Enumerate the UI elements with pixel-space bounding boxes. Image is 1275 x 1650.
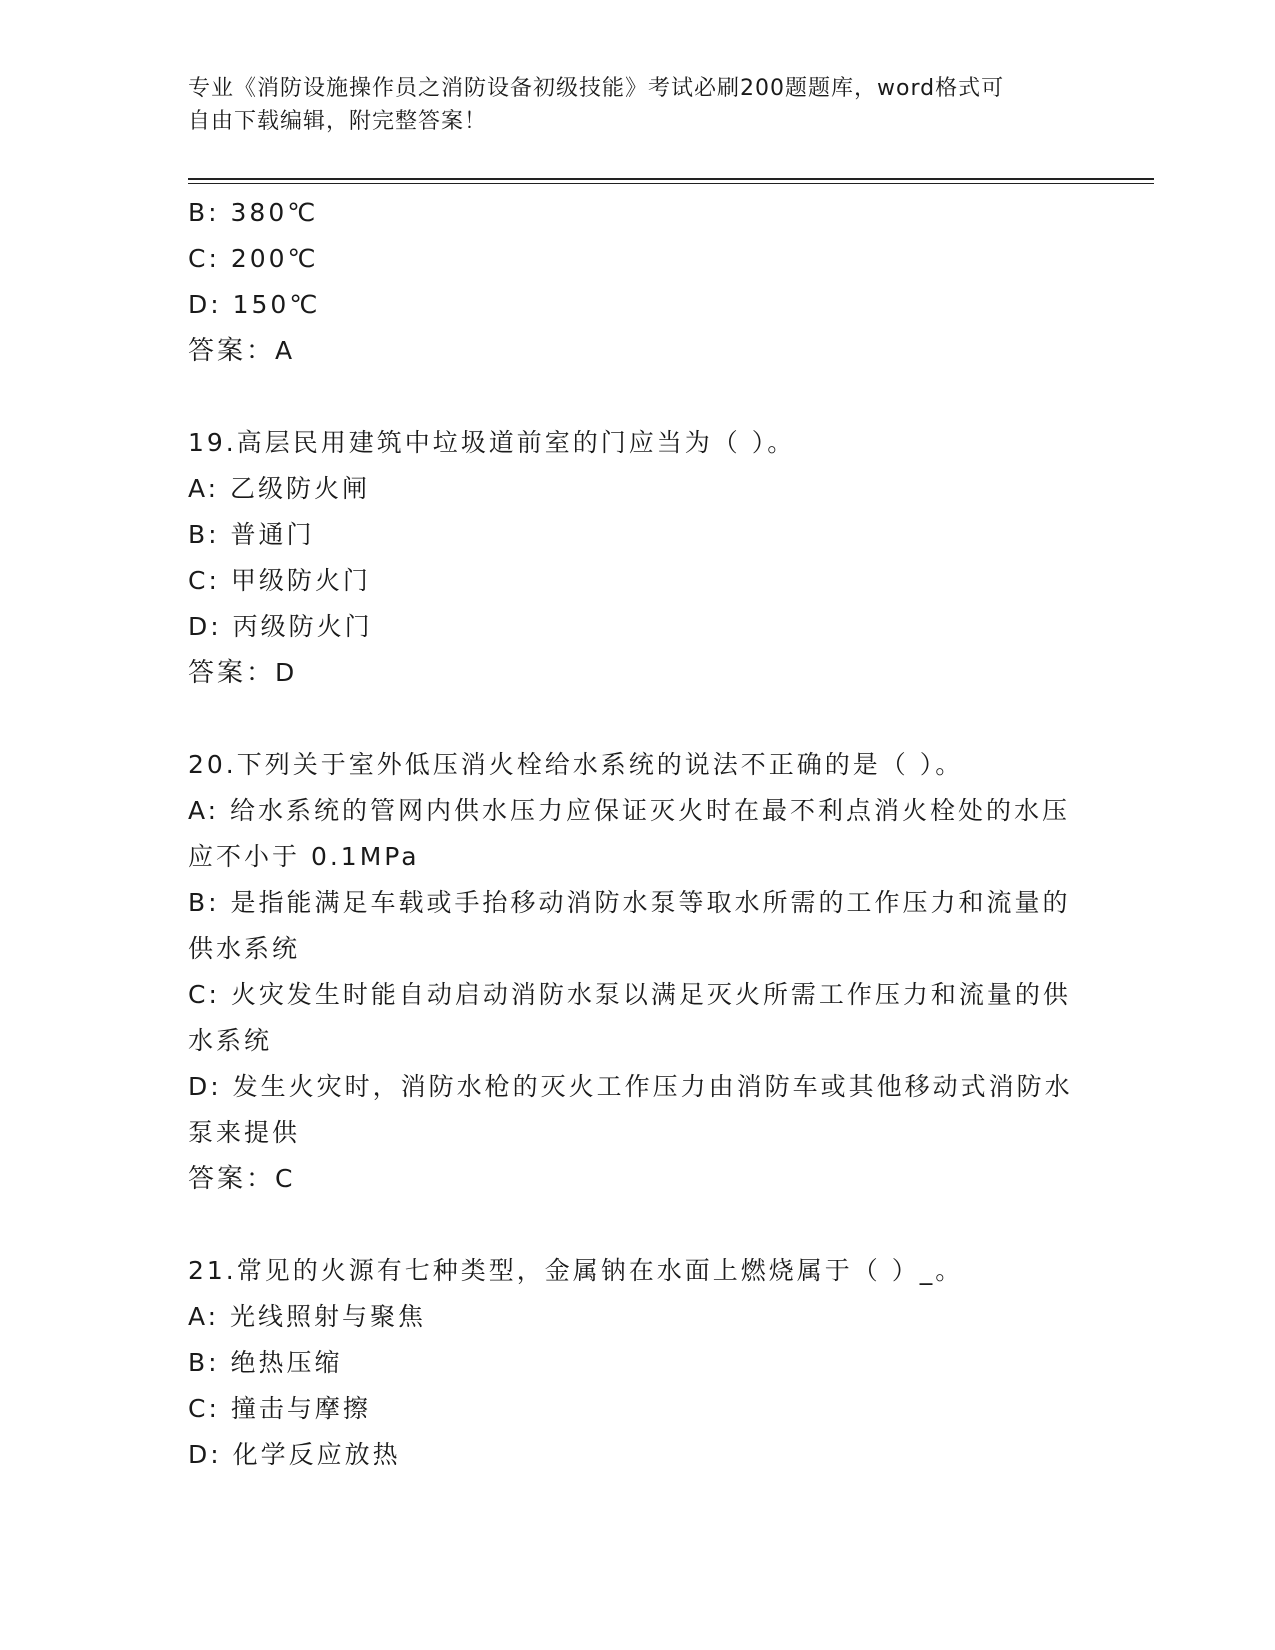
spacer	[188, 696, 1088, 742]
option-a: A: 乙级防火闸	[188, 474, 371, 503]
header-divider-thin	[188, 183, 1154, 184]
option-d: D: 发生火灾时，消防水枪的灭火工作压力由消防车或其他移动式消防水泵来提供	[188, 1072, 1073, 1147]
option-b: B: 绝热压缩	[188, 1348, 343, 1377]
question-stem: 21.常见的火源有七种类型，金属钠在水面上燃烧属于（ ）_。	[188, 1256, 964, 1285]
option-d: D: 150℃	[188, 290, 321, 319]
option-c: C: 火灾发生时能自动启动消防水泵以满足灭火所需工作压力和流量的供水系统	[188, 980, 1071, 1055]
question-20-block	[188, 742, 1088, 1202]
option-b: B: 普通门	[188, 520, 315, 549]
question-stem: 19.高层民用建筑中垃圾道前室的门应当为（ ）。	[188, 428, 796, 457]
header-title-line-1: 专业《消防设施操作员之消防设备初级技能》考试必刷200题题库，word格式可	[188, 76, 1005, 101]
option-a: A: 光线照射与聚焦	[188, 1302, 427, 1331]
answer-value: D	[275, 658, 298, 687]
option-c: C: 200℃	[188, 244, 319, 273]
answer-line	[188, 650, 1088, 696]
question-21-block	[188, 1248, 1088, 1478]
answer-label: 答案：	[188, 658, 276, 688]
header-divider-thick	[188, 178, 1154, 180]
answer-label: 答案：	[188, 336, 276, 366]
option-b: B: 是指能满足车载或手抬移动消防水泵等取水所需的工作压力和流量的供水系统	[188, 888, 1071, 963]
option-c: C: 甲级防火门	[188, 566, 371, 595]
answer-line	[188, 328, 1088, 374]
answer-value: A	[275, 336, 296, 365]
option-b: B: 380℃	[188, 198, 319, 227]
question-18-block	[188, 190, 1088, 374]
spacer	[188, 374, 1088, 420]
answer-label: 答案：	[188, 1164, 276, 1194]
question-19-block	[188, 420, 1088, 696]
question-stem: 20.下列关于室外低压消火栓给水系统的说法不正确的是（ ）。	[188, 750, 964, 779]
option-c: C: 撞击与摩擦	[188, 1394, 371, 1423]
header-title-line-2: 自由下载编辑，附完整答案！	[188, 109, 488, 134]
answer-value: C	[275, 1164, 296, 1193]
option-d: D: 化学反应放热	[188, 1440, 401, 1469]
page-header	[188, 72, 1088, 138]
option-a: A: 给水系统的管网内供水压力应保证灭火时在最不利点消火栓处的水压应不小于 0.1MPa	[188, 796, 1071, 871]
spacer	[188, 1202, 1088, 1248]
option-d: D: 丙级防火门	[188, 612, 373, 641]
question-content	[188, 190, 1088, 1478]
answer-line	[188, 1156, 1088, 1202]
